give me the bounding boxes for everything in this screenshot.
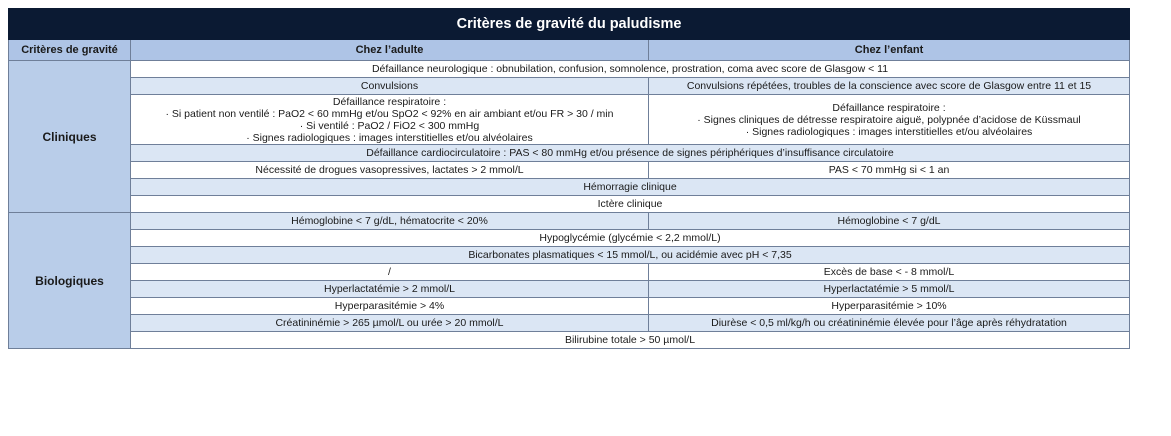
table-row: [9, 230, 1130, 247]
cell-adult: Hyperlactatémie > 2 mmol/L: [131, 281, 649, 298]
severity-criteria-table: [8, 8, 1130, 349]
cell-adult: Hyperparasitémie > 4%: [131, 298, 649, 315]
table-title: Critères de gravité du paludisme: [9, 9, 1130, 40]
cell-both: Hémorragie clinique: [131, 179, 1130, 196]
cell-child: Hémoglobine < 7 g/dL: [649, 213, 1130, 230]
header-child: Chez l’enfant: [649, 40, 1130, 61]
cell-line: · Si patient non ventilé : PaO2 < 60 mmHg et/ou SpO2 < 92% en air ambiant et/ou FR > 30 / min: [165, 107, 614, 120]
cell-both: Défaillance cardiocirculatoire : PAS < 80 mmHg et/ou présence de signes périphériques d’insuffisance circulatoire: [131, 145, 1130, 162]
cell-line: · Signes cliniques de détresse respiratoire aiguë, polypnée d’acidose de Küssmaul: [697, 113, 1081, 126]
table-row: [9, 179, 1130, 196]
header-row: [9, 40, 1130, 61]
table-row: [9, 281, 1130, 298]
cell-adult: Convulsions: [131, 78, 649, 95]
cell-line: Défaillance respiratoire :: [832, 101, 946, 114]
table-row: [9, 332, 1130, 349]
table-row: [9, 95, 1130, 145]
cell-adult: Hémoglobine < 7 g/dL, hématocrite < 20%: [131, 213, 649, 230]
cell-both: Bilirubine totale > 50 µmol/L: [131, 332, 1130, 349]
header-adult: Chez l’adulte: [131, 40, 649, 61]
table-row: [9, 162, 1130, 179]
cell-both: Défaillance neurologique : obnubilation, confusion, somnolence, prostration, coma avec score de Glasgow < 11: [131, 61, 1130, 78]
cell-both: Hypoglycémie (glycémie < 2,2 mmol/L): [131, 230, 1130, 247]
category-clinical: Cliniques: [9, 61, 131, 213]
cell-line: · Signes radiologiques : images interstitielles et/ou alvéolaires: [246, 131, 533, 144]
table-row: [9, 315, 1130, 332]
cell-both: Bicarbonates plasmatiques < 15 mmol/L, ou acidémie avec pH < 7,35: [131, 247, 1130, 264]
cell-adult: [131, 95, 649, 145]
cell-child: Excès de base < - 8 mmol/L: [649, 264, 1130, 281]
category-biological: Biologiques: [9, 213, 131, 349]
cell-child: [649, 95, 1130, 145]
table-row: [9, 145, 1130, 162]
table-row: [9, 264, 1130, 281]
cell-child: Convulsions répétées, troubles de la conscience avec score de Glasgow entre 11 et 15: [649, 78, 1130, 95]
cell-child: Diurèse < 0,5 ml/kg/h ou créatininémie élevée pour l’âge après réhydratation: [649, 315, 1130, 332]
table-row: [9, 196, 1130, 213]
cell-adult: Créatininémie > 265 µmol/L ou urée > 20 mmol/L: [131, 315, 649, 332]
table-row: [9, 78, 1130, 95]
table-row: [9, 298, 1130, 315]
cell-child: Hyperlactatémie > 5 mmol/L: [649, 281, 1130, 298]
cell-line: · Signes radiologiques : images interstitielles et/ou alvéolaires: [745, 125, 1033, 138]
cell-both: Ictère clinique: [131, 196, 1130, 213]
cell-child: PAS < 70 mmHg si < 1 an: [649, 162, 1130, 179]
table-row: [9, 247, 1130, 264]
cell-adult: /: [131, 264, 649, 281]
cell-child: Hyperparasitémie > 10%: [649, 298, 1130, 315]
cell-adult: Nécessité de drogues vasopressives, lactates > 2 mmol/L: [131, 162, 649, 179]
table-row: [9, 213, 1130, 230]
cell-line: Défaillance respiratoire :: [332, 95, 447, 108]
table-row: [9, 61, 1130, 78]
severity-criteria-table-wrapper: [8, 8, 1129, 349]
header-criteria: Critères de gravité: [9, 40, 131, 61]
cell-line: · Si ventilé : PaO2 / FiO2 < 300 mmHg: [299, 119, 480, 132]
